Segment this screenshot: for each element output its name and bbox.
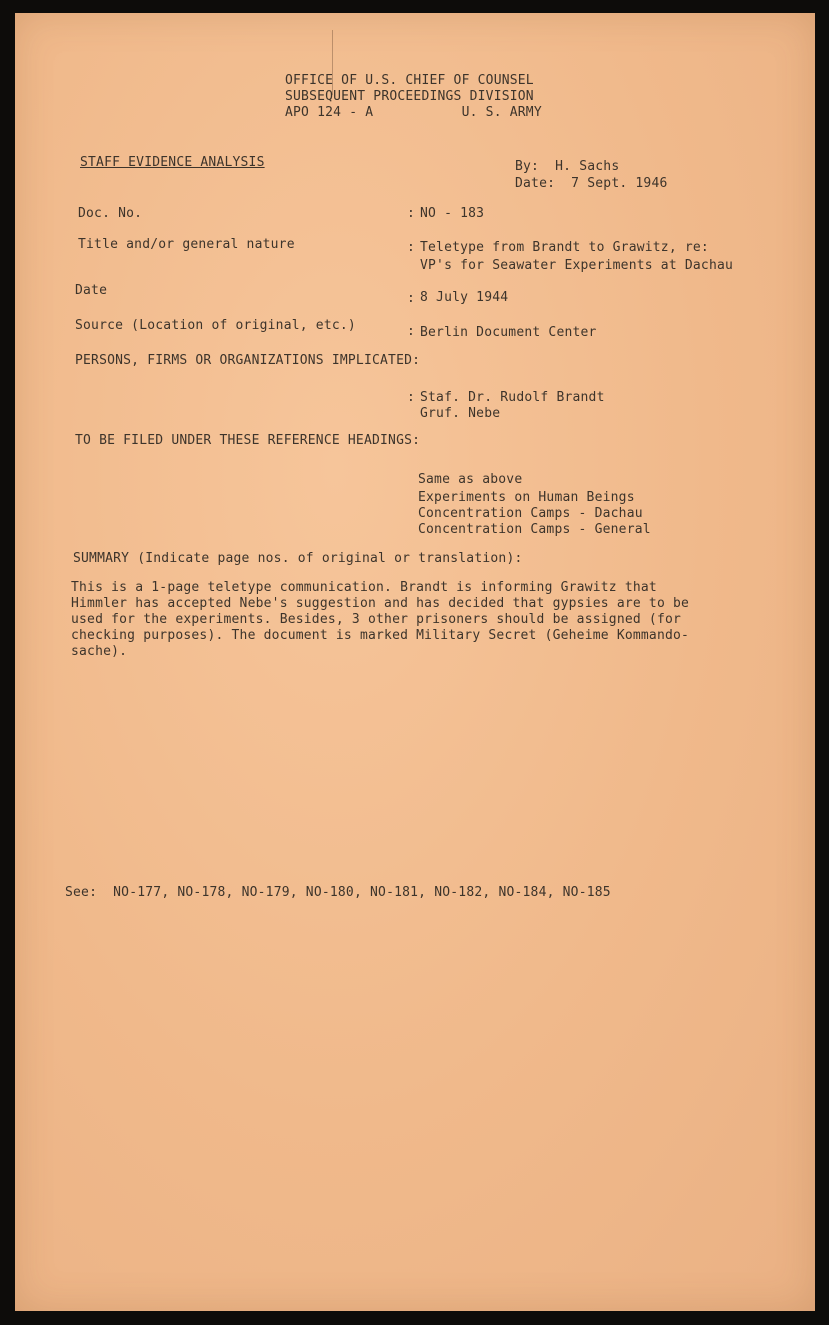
person-item: Staf. Dr. Rudolf Brandt xyxy=(420,390,605,405)
reference-item: Concentration Camps - General xyxy=(418,522,651,537)
colon: : xyxy=(407,291,416,306)
analysis-date: Date: 7 Sept. 1946 xyxy=(515,176,668,191)
colon: : xyxy=(407,206,416,221)
document-page xyxy=(15,13,815,1311)
reference-item: Experiments on Human Beings xyxy=(418,490,635,505)
reference-item: Concentration Camps - Dachau xyxy=(418,506,643,521)
header-line-1: OFFICE OF U.S. CHIEF OF COUNSEL xyxy=(285,73,534,88)
author: By: H. Sachs xyxy=(515,159,620,174)
date-value: 8 July 1944 xyxy=(420,290,509,305)
see-also: See: NO-177, NO-178, NO-179, NO-180, NO-181, NO-182, NO-184, NO-185 xyxy=(65,885,611,900)
title-value-line-2: VP's for Seawater Experiments at Dachau xyxy=(420,258,734,273)
document-heading: STAFF EVIDENCE ANALYSIS xyxy=(80,155,265,170)
colon: : xyxy=(407,240,416,255)
persons-heading: PERSONS, FIRMS OR ORGANIZATIONS IMPLICATED: xyxy=(75,353,421,368)
header-line-2: SUBSEQUENT PROCEEDINGS DIVISION xyxy=(285,89,534,104)
reference-heading: TO BE FILED UNDER THESE REFERENCE HEADINGS: xyxy=(75,433,421,448)
colon: : xyxy=(407,390,416,405)
source-value: Berlin Document Center xyxy=(420,325,597,340)
person-item: Gruf. Nebe xyxy=(420,406,501,421)
header-line-3: APO 124 - A U. S. ARMY xyxy=(285,105,542,120)
doc-no-value: NO - 183 xyxy=(420,206,485,221)
doc-no-label: Doc. No. xyxy=(78,206,143,221)
source-label: Source (Location of original, etc.) xyxy=(75,318,356,333)
date-label: Date xyxy=(75,283,108,298)
title-value-line-1: Teletype from Brandt to Grawitz, re: xyxy=(420,240,709,255)
title-label: Title and/or general nature xyxy=(78,237,295,252)
reference-item: Same as above xyxy=(418,472,523,487)
summary-heading: SUMMARY (Indicate page nos. of original or translation): xyxy=(73,551,523,566)
summary-text: This is a 1-page teletype communication. Brandt is informing Grawitz that Himmler has accepted Nebe's suggestion and has decided that gypsies are to be used for the experiments. Besides, 3 other prisoners should be assigned (for checking purposes). The document is marked Military Secret (Geheime Kommando-sache). xyxy=(71,580,690,659)
colon: : xyxy=(407,324,416,339)
